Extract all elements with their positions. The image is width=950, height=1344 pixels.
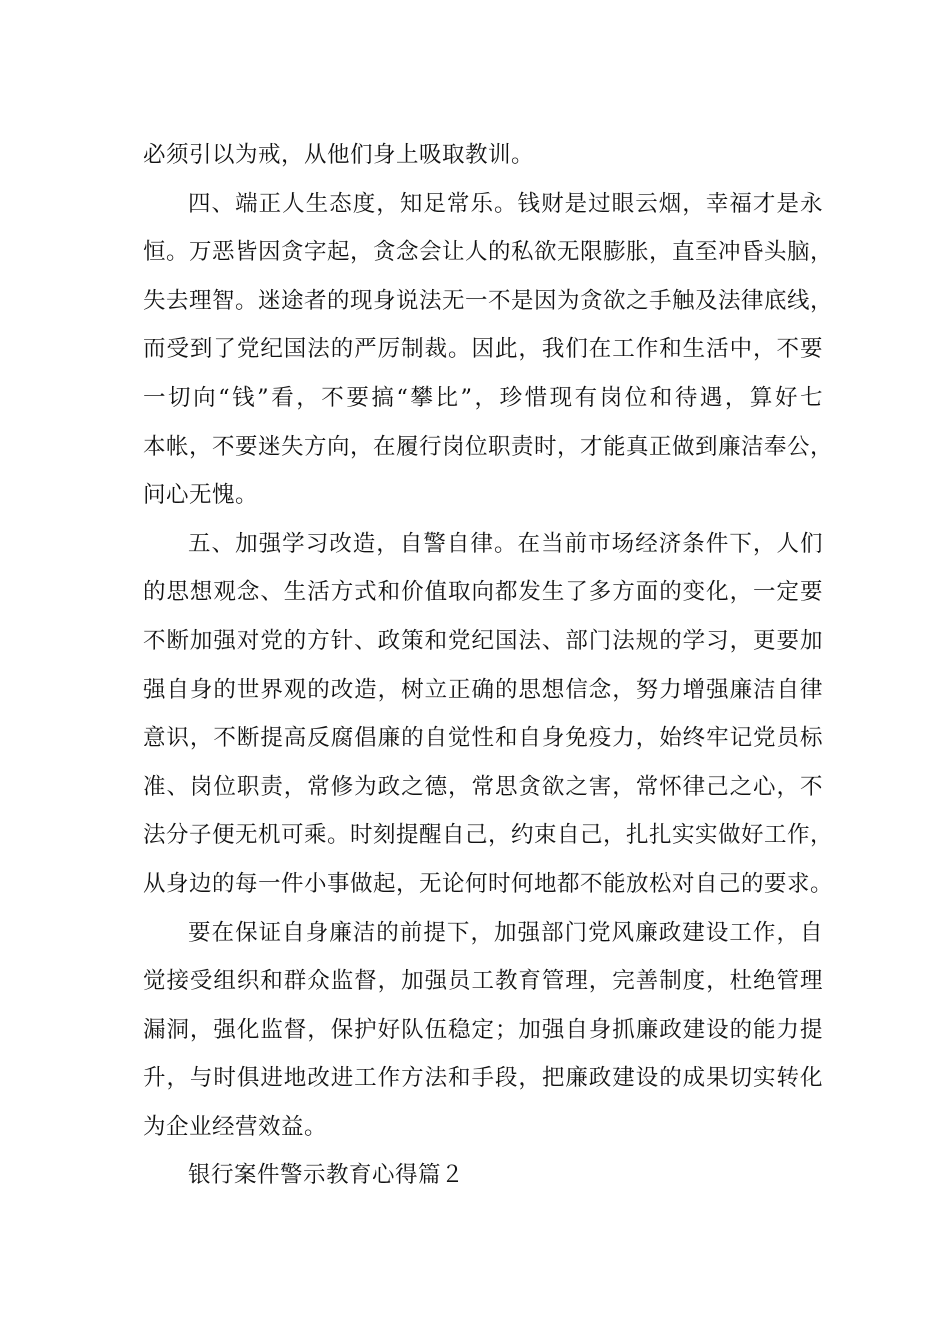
text-line: 的思想观念、生活方式和价值取向都发生了多方面的变化，一定要: [143, 579, 823, 606]
text-line: 准、岗位职责，常修为政之德，常思贪欲之害，常怀律己之心，不: [143, 773, 823, 800]
text-line: 法分子便无机可乘。时刻提醒自己，约束自己，扎扎实实做好工作，: [143, 822, 834, 849]
text-line: 问心无愧。: [143, 482, 259, 509]
text-line: 必须引以为戒，从他们身上吸取教训。: [143, 142, 535, 168]
text-line: 觉接受组织和群众监督，加强员工教育管理，完善制度，杜绝管理: [143, 968, 823, 995]
paragraph-start-line: 五、加强学习改造，自警自律。在当前市场经济条件下，人们: [188, 530, 823, 557]
text-line: 失去理智。迷途者的现身说法无一不是因为贪欲之手触及法律底线，: [143, 287, 834, 314]
text-line: 意识，不断提高反腐倡廉的自觉性和自身免疫力，始终牢记党员标: [143, 725, 823, 752]
text-line: 从身边的每一件小事做起，无论何时何地都不能放松对自己的要求。: [143, 870, 834, 897]
paragraph-start-line: 四、端正人生态度，知足常乐。钱财是过眼云烟，幸福才是永: [188, 190, 823, 217]
text-line: 升，与时俱进地改进工作方法和手段，把廉政建设的成果切实转化: [143, 1065, 823, 1092]
text-line: 一切向“钱”看，不要搞“攀比”，珍惜现有岗位和待遇，算好七: [143, 384, 823, 411]
section-heading: 银行案件警示教育心得篇２: [188, 1162, 465, 1189]
text-line: 恒。万恶皆因贪字起，贪念会让人的私欲无限膨胀，直至冲昏头脑，: [143, 239, 834, 266]
text-line: 强自身的世界观的改造，树立正确的思想信念，努力增强廉洁自律: [143, 676, 823, 703]
text-line: 本帐，不要迷失方向，在履行岗位职责时，才能真正做到廉洁奉公，: [143, 433, 834, 460]
text-line: 而受到了党纪国法的严厉制裁。因此，我们在工作和生活中，不要: [143, 336, 823, 363]
text-line: 不断加强对党的方针、政策和党纪国法、部门法规的学习，更要加: [143, 627, 823, 654]
document-body: [143, 131, 834, 1200]
text-line: 漏洞，强化监督，保护好队伍稳定；加强自身抓廉政建设的能力提: [143, 1016, 823, 1043]
text-line: 为企业经营效益。: [143, 1113, 328, 1140]
paragraph-start-line: 要在保证自身廉洁的前提下，加强部门党风廉政建设工作，自: [188, 919, 823, 946]
